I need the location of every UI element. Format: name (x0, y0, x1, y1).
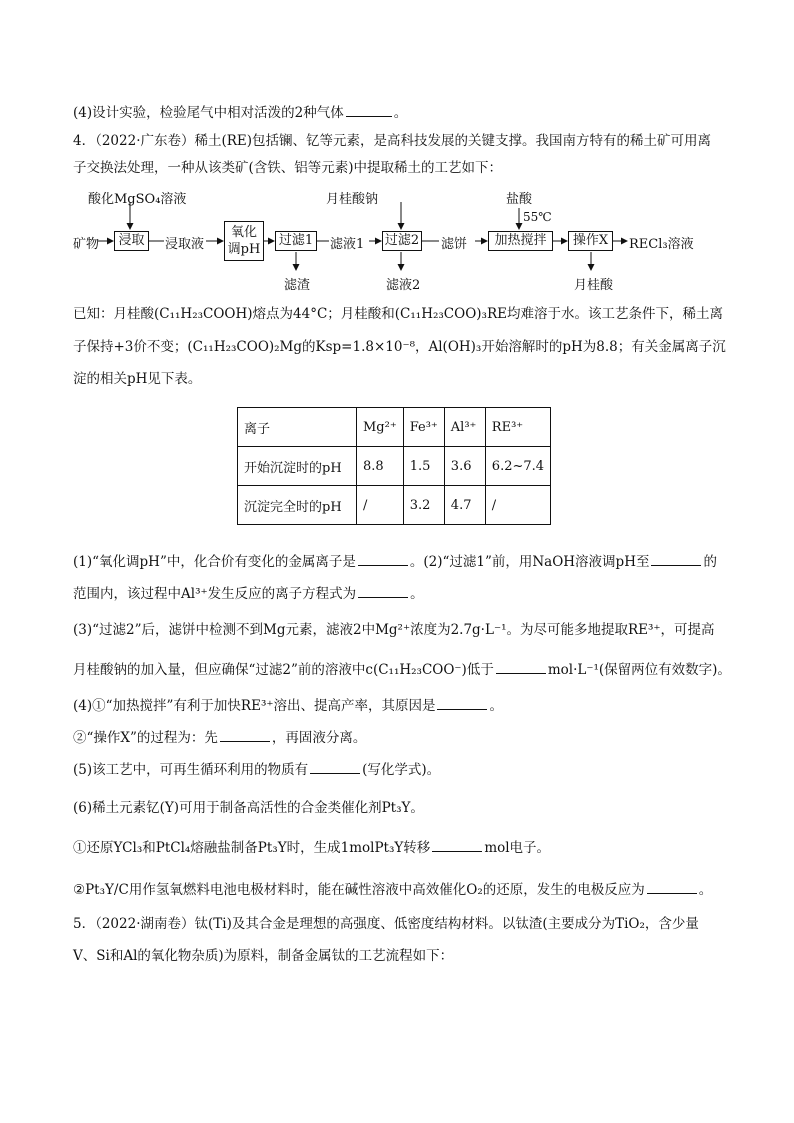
q3-part4-line (73, 103, 724, 123)
table-cell: 4.7 (444, 486, 485, 525)
q4-text-b: 。 (489, 698, 503, 714)
q6-text-b: ①还原YCl₃和PtCl₄熔融盐制备Pt₃Y时，生成1molPt₃Y转移 (73, 840, 431, 856)
known-line-2: 子保持+3价不变；(C₁₁H₂₃COO)₂Mg的Ksp=1.8×10⁻⁸，Al(OH)₃开始溶解时的pH为8.8；有关金属离子沉 (73, 339, 726, 355)
q3-part4-end: 。 (393, 105, 408, 121)
leach-step-box: 浸取 (114, 231, 149, 251)
q3-line-1: (3)“过滤2”后，滤饼中检测不到Mg元素，滤液2中Mg²⁺浓度为2.7g·L⁻¹。为尽可能多地提取RE³⁺，可提高 (73, 622, 715, 638)
heat-stir-box: 加热搅拌 (488, 231, 553, 251)
q4-line-1 (73, 696, 724, 716)
known-line-1: 已知：月桂酸(C₁₁H₂₃COOH)熔点为44°C；月桂酸和(C₁₁H₂₃COO)₃RE均难溶于水。该工艺条件下，稀土离 (73, 306, 723, 322)
q1-text-e: 。 (410, 586, 424, 602)
table-cell: 1.5 (403, 447, 444, 486)
table-row (238, 447, 551, 486)
answer-blank[interactable] (358, 584, 408, 598)
answer-blank[interactable] (437, 696, 487, 710)
q4-line-2 (73, 728, 724, 748)
answer-blank[interactable] (358, 552, 408, 566)
answer-blank[interactable] (346, 103, 392, 117)
answer-blank[interactable] (220, 728, 270, 742)
q5-text-b: (写化学式)。 (362, 762, 441, 778)
filter2-box: 过滤2 (382, 231, 422, 251)
q1-text-a: (1)“氧化调pH”中，化合价有变化的金属离子是 (73, 554, 356, 570)
filter1-box: 过滤1 (275, 231, 317, 251)
q5-intro-line-2: V、Si和Al的氧化物杂质)为原料，制备金属钛的工艺流程如下： (73, 948, 454, 964)
reagent-sodium-laurate: 月桂酸钠 (326, 192, 379, 207)
product-recl3-label: RECl₃溶液 (629, 237, 694, 252)
q1-line-2 (73, 584, 724, 604)
q3-text-b: 月桂酸钠的加入量，但应确保“过滤2”前的溶液中c(C₁₁H₂₃COO⁻)低于 (73, 662, 494, 678)
q5-text-a: (5)该工艺中，可再生循环利用的物质有 (73, 762, 309, 778)
q5-line (73, 760, 724, 780)
oxidize-adjust-ph-box (224, 221, 264, 261)
residue-label: 滤渣 (284, 278, 311, 293)
ore-label: 矿物 (73, 237, 100, 252)
q1-text-b: 。(2)“过滤1”前，用NaOH溶液调pH至 (409, 554, 650, 570)
temperature-label: 55℃ (523, 210, 552, 224)
table-header-cell: Mg²⁺ (357, 408, 404, 447)
q6-line-3 (73, 880, 724, 900)
q6-text-e: 。 (698, 882, 713, 898)
known-line-3: 淀的相关pH见下表。 (73, 371, 202, 387)
filtrate1-label: 滤液1 (330, 237, 365, 252)
oxidize-text: 氧化 (230, 225, 257, 240)
q3-part4-text: (4)设计实验，检验尾气中相对活泼的2种气体 (73, 105, 344, 121)
table-header-cell: RE³⁺ (485, 408, 550, 447)
operation-x-box: 操作X (568, 231, 613, 251)
q4-intro-line-2: 子交换法处理，一种从该类矿(含铁、铝等元素)中提取稀土的工艺如下： (73, 160, 503, 176)
q6-line-2 (73, 838, 724, 858)
q6-line-1: (6)稀土元素钇(Y)可用于制备高活性的合金类催化剂Pt₃Y。 (73, 800, 424, 816)
table-cell: 3.6 (444, 447, 485, 486)
q1-line (73, 552, 724, 572)
reagent-acidified-mgso4: 酸化MgSO₄溶液 (88, 192, 187, 207)
q3-text-c: mol·L⁻¹(保留两位有效数字)。 (547, 662, 731, 678)
answer-blank[interactable] (432, 838, 482, 852)
adjust-ph-text: 调pH (227, 242, 261, 257)
table-header-cell: Al³⁺ (444, 408, 485, 447)
table-cell: 开始沉淀时的pH (238, 447, 357, 486)
table-header-cell: 离子 (238, 408, 357, 447)
table-cell: / (485, 486, 550, 525)
process-flow-diagram (73, 188, 723, 296)
answer-blank[interactable] (647, 880, 697, 894)
q4-text-d: ，再固液分离。 (271, 730, 367, 746)
q6-text-c: mol电子。 (484, 840, 551, 856)
q1-text-d: 范围内，该过程中Al³⁺发生反应的离子方程式为 (73, 586, 357, 602)
table-cell: / (357, 486, 404, 525)
table-row (238, 486, 551, 525)
q4-text-c: ②“操作X”的过程为：先 (73, 730, 218, 746)
answer-blank[interactable] (496, 660, 546, 674)
answer-blank[interactable] (310, 760, 360, 774)
filter-cake-label: 滤饼 (441, 237, 468, 252)
q4-intro-line-1: 4．（2022·广东卷）稀土(RE)包括镧、钇等元素，是高科技发展的关键支撑。我国南方特有的稀土矿可用离 (73, 133, 712, 149)
answer-blank[interactable] (651, 552, 701, 566)
table-cell: 8.8 (357, 447, 404, 486)
precipitation-ph-table (237, 407, 551, 525)
reagent-hydrochloric-acid: 盐酸 (506, 192, 533, 207)
table-cell: 6.2~7.4 (485, 447, 550, 486)
table-cell: 沉淀完全时的pH (238, 486, 357, 525)
table-header-row (238, 408, 551, 447)
table-cell: 3.2 (403, 486, 444, 525)
filtrate2-label: 滤液2 (386, 278, 421, 293)
q1-text-c: 的 (703, 554, 717, 570)
q4-text-a: (4)①“加热搅拌”有利于加快RE³⁺溶出、提高产率，其原因是 (73, 698, 436, 714)
leachate-label: 浸取液 (165, 237, 205, 252)
table-header-cell: Fe³⁺ (403, 408, 444, 447)
q3-line-2 (73, 660, 731, 680)
q5-intro-line-1: 5．（2022·湖南卷）钛(Ti)及其合金是理想的高强度、低密度结构材料。以钛渣(主要成分为TiO₂，含少量 (73, 916, 699, 932)
lauric-acid-label: 月桂酸 (574, 278, 614, 293)
q6-text-d: ②Pt₃Y/C用作氢氧燃料电池电极材料时，能在碱性溶液中高效催化O₂的还原，发生的电极反应为 (73, 882, 645, 898)
